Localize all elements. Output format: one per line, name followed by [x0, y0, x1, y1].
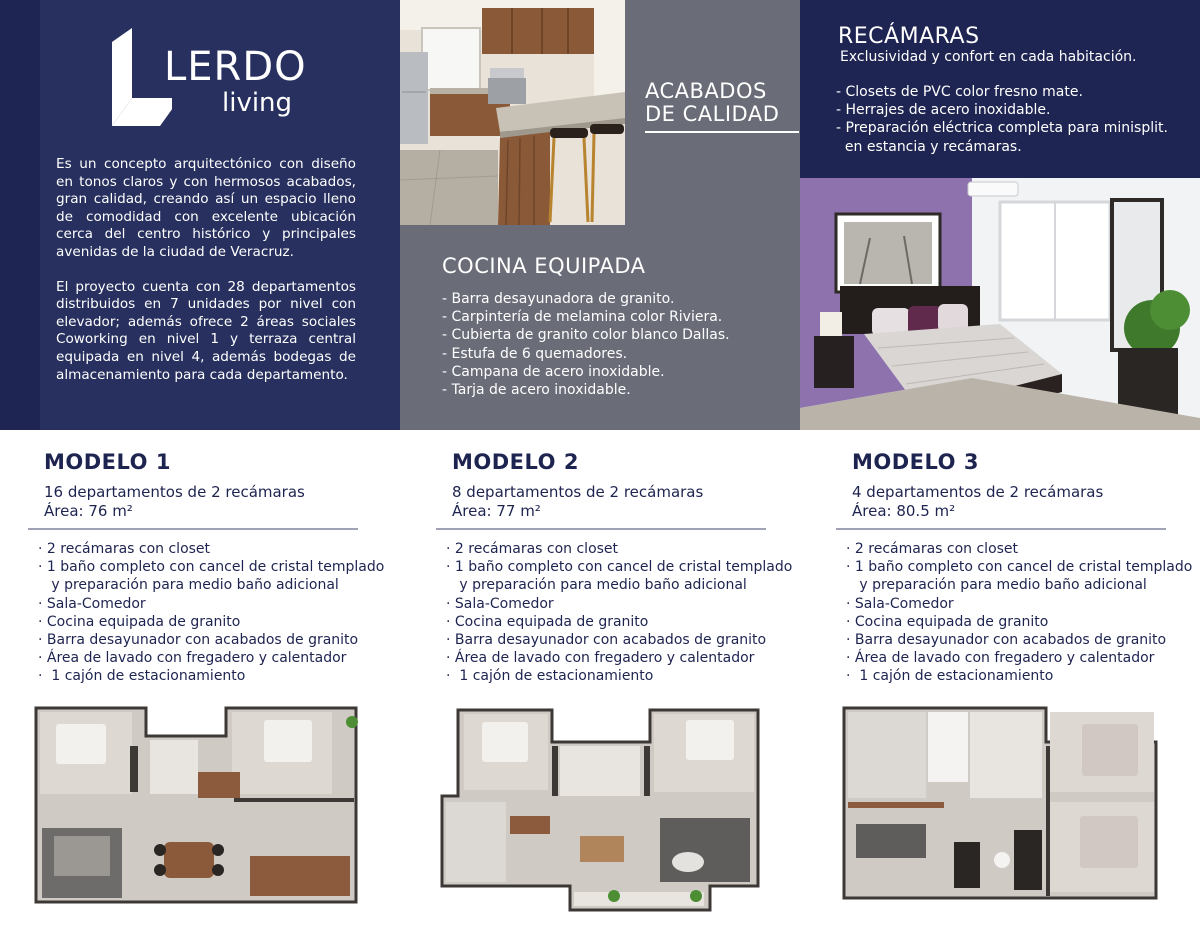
cocina-item: - Cubierta de granito color blanco Dallas. — [442, 327, 730, 344]
logo-wordmark: LERDO — [164, 44, 307, 90]
model-feature: y preparación para medio baño adicional — [846, 577, 1147, 594]
recamaras-subtitle: Exclusividad y confort en cada habitación. — [840, 49, 1137, 65]
model-feature: · Sala-Comedor — [846, 595, 954, 612]
model-feature: · 2 recámaras con closet — [446, 541, 619, 557]
model-feature: · Área de lavado con fregadero y calentador — [38, 650, 347, 667]
intro-paragraph-2: El proyecto cuenta con 28 departamentos distribuidos en 7 unidades por nivel con elevador; además ofrece 2 áreas sociales Coworking en nivel 1 y terraza central equipada en nivel 4, además bodegas de almacenamiento para cada departamento. — [56, 278, 356, 383]
model-3-floor-plan — [842, 706, 1158, 902]
recamaras-item: en estancia y recámaras. — [836, 138, 1022, 155]
cocina-item: - Tarja de acero inoxidable. — [442, 382, 631, 399]
model-units: 16 departamentos de 2 recámaras — [44, 483, 305, 501]
model-1-card — [0, 430, 400, 927]
model-3-card — [800, 430, 1200, 927]
model-title: MODELO 2 — [452, 450, 579, 474]
logo-l-mark-icon — [112, 28, 172, 128]
model-feature: · 1 baño completo con cancel de cristal templado — [846, 559, 1193, 576]
model-feature: · Cocina equipada de granito — [446, 613, 649, 630]
model-feature: · Sala-Comedor — [38, 595, 146, 612]
acabados-line-2: DE CALIDAD — [645, 102, 780, 126]
recamaras-item: - Preparación eléctrica completa para minisplit. — [836, 120, 1168, 137]
model-title: MODELO 1 — [44, 450, 171, 474]
model-feature: y preparación para medio baño adicional — [38, 577, 339, 594]
recamaras-item: - Closets de PVC color fresno mate. — [836, 84, 1083, 100]
model-feature: · Cocina equipada de granito — [38, 613, 241, 630]
model-feature: · Área de lavado con fregadero y calentador — [446, 650, 755, 667]
model-feature: · 1 baño completo con cancel de cristal templado — [446, 559, 793, 576]
intro-text — [56, 156, 356, 384]
model-feature: · Barra desayunador con acabados de granito — [38, 632, 359, 649]
kitchen-photo — [400, 0, 625, 225]
cocina-heading: COCINA EQUIPADA — [442, 254, 646, 278]
acabados-heading — [645, 80, 779, 126]
model-features — [846, 540, 1193, 686]
model-feature: · 1 baño completo con cancel de cristal templado — [38, 559, 385, 576]
recamaras-item: - Herrajes de acero inoxidable. — [836, 102, 1051, 119]
model-2-card — [400, 430, 800, 927]
model-units: 8 departamentos de 2 recámaras — [452, 483, 704, 501]
model-feature: · Sala-Comedor — [446, 595, 554, 612]
lerdo-living-logo — [112, 28, 312, 128]
model-feature: · 1 cajón de estacionamiento — [846, 668, 1054, 685]
model-divider — [436, 528, 766, 530]
acabados-line-1: ACABADOS — [645, 79, 767, 103]
bedroom-photo — [800, 178, 1200, 430]
model-2-floor-plan — [440, 706, 760, 912]
model-feature: · Barra desayunador con acabados de granito — [446, 632, 767, 649]
model-feature: · 2 recámaras con closet — [38, 541, 211, 557]
top-band — [0, 0, 1200, 430]
model-divider — [836, 528, 1166, 530]
model-features — [38, 540, 385, 686]
model-features — [446, 540, 793, 686]
logo-subtitle: living — [222, 88, 293, 118]
model-feature: · 1 cajón de estacionamiento — [446, 668, 654, 685]
intro-paragraph-1: Es un concepto arquitectónico con diseño en tonos claros y con hermosos acabados, gran calidad, creando así un espacio lleno de comodidad con excelente ubicación cerca del centro histórico y principales avenidas de la ciudad de Veracruz. — [56, 156, 356, 260]
model-area: Área: 76 m² — [44, 502, 133, 520]
model-units: 4 departamentos de 2 recámaras — [852, 483, 1104, 501]
cocina-item: - Campana de acero inoxidable. — [442, 363, 665, 380]
acabados-divider — [645, 131, 799, 133]
cocina-item: - Barra desayunadora de granito. — [442, 291, 675, 307]
model-feature: · Barra desayunador con acabados de granito — [846, 632, 1167, 649]
cocina-list — [442, 290, 730, 399]
model-divider — [28, 528, 358, 530]
model-1-floor-plan — [34, 706, 358, 904]
model-feature: · 2 recámaras con closet — [846, 541, 1019, 557]
model-feature: · 1 cajón de estacionamiento — [38, 668, 246, 685]
model-feature: · Cocina equipada de granito — [846, 613, 1049, 630]
recamaras-heading: RECÁMARAS — [838, 24, 980, 49]
cocina-item: - Estufa de 6 quemadores. — [442, 345, 628, 362]
model-area: Área: 80.5 m² — [852, 502, 956, 520]
cocina-item: - Carpintería de melamina color Riviera. — [442, 309, 723, 326]
recamaras-list — [836, 83, 1168, 156]
model-area: Área: 77 m² — [452, 502, 541, 520]
model-feature: · Área de lavado con fregadero y calentador — [846, 650, 1155, 667]
model-title: MODELO 3 — [852, 450, 979, 474]
model-feature: y preparación para medio baño adicional — [446, 577, 747, 594]
